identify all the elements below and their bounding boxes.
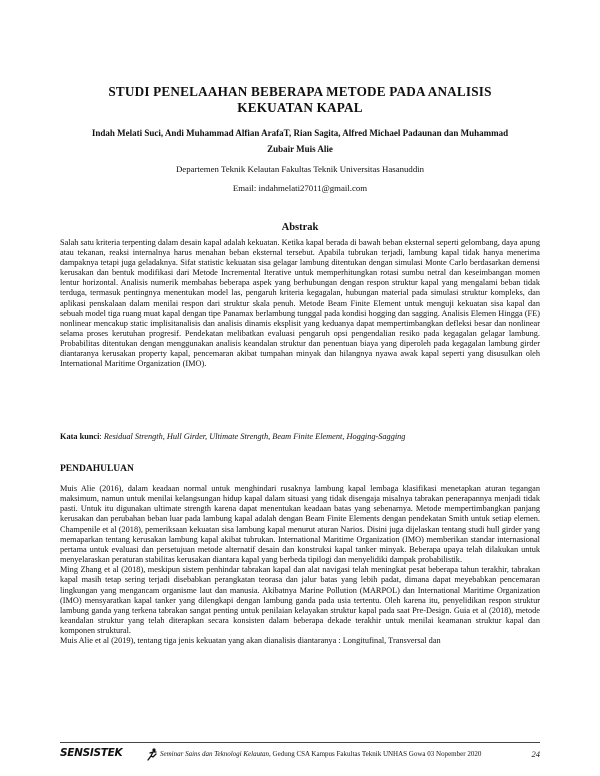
body-paragraph: Muis Alie (2016), dalam keadaan normal untuk menghindari rusaknya lambung kapal lembaga klasifikasi menetapkan aturan tegangan maksimum, namun untuk menilai kelangsungan hidup kapal dalam situasi yang tidak disengaja misalnya tabrakan penerapannya menjadi tidak pasti. Untuk itu digunakan ultimate strength karena dapat menentukan keadaan batas yang sebenarnya. Metode mempertimbangkan panjang kerusakan dan perubahan beban luar pada lambung kapal adalah dengan Beam Finite Elements dengan pendekatan Smith untuk setiap elemen. Champenile et al (2018), pemeriksaan kekuatan sisa lambung kapal menurut aturan Narios. Disini juga dijelaskan tentang studi hull girder yang memaparkan tentang kerusakan lambung kapal akibat tubrukan. International Maritime Organization (IMO) memberikan standar internasional pertama untuk evaluasi dan persetujuan metode alternatif desain dan konstruksi kapal tanker minyak. Beberapa upaya telah dilakukan untuk menyelaraskan peraturan stabilitas kerusakan diantara kapal yang berbeda tipilogi dan menyelidiki dampak probabilistik.: [60, 484, 540, 565]
footer-note: [160, 748, 481, 760]
page-footer: [60, 748, 540, 762]
author-email: Email: indahmelati27011@gmail.com: [232, 183, 368, 193]
author-list: [70, 126, 530, 157]
keywords-text: Residual Strength, Hull Girder, Ultimate Strength, Beam Finite Element, Hogging-Sagging: [103, 432, 406, 441]
section-body: [60, 484, 540, 647]
authors-line-2: Zubair Muis Alie: [267, 143, 333, 154]
keywords: [60, 432, 540, 442]
section-heading: PENDAHULUAN: [60, 464, 134, 474]
keywords-separator: :: [99, 432, 104, 441]
title-line-1: STUDI PENELAAHAN BEBERAPA METODE PADA ANALISIS: [108, 84, 492, 99]
affiliation: Departemen Teknik Kelautan Fakultas Teknik Universitas Hasanuddin: [175, 164, 425, 174]
conference-logo: SENSISTEK: [60, 747, 123, 759]
page-number: 24: [531, 749, 540, 759]
body-paragraph: Ming Zhang et al (2018), meskipun sistem penhindar tabrakan kapal dan alat navigasi telah meningkat pesat beberapa tahun terakhir, tabrakan kapal masih tetap sering terjadi disebabkan perangkatan teorasa dan jalur batas yang lebih padat, dimana dapat meyebabkan pencemaran lingkungan yang mengancam organisme laut dan manusia. Akibatnya Marine Pollution (MARPOL) dan International Maritime Organization (IMO) mensyaratkan kapal tanker yang dilengkapi dengan lambung ganda pada usia tertentu. Oleh karena itu, penyelidikan respon struktur lambung ganda yang terkena tabrakan sangat penting untuk penilaian kelayakan struktur kapal pada saat Pre-Design. Guia et al (2018), metode keandalan struktur yang telah diterapkan secara konsisten dalam beberapa dekade terakhir untuk menilai keamanan struktur kapal dan komponen struktural.: [60, 565, 540, 636]
body-paragraph: Muis Alie et al (2019), tentang tiga jenis kekuatan yang akan dianalisis diantaranya : Longitufinal, Transversal dan: [60, 636, 441, 646]
authors-line-1: Indah Melati Suci, Andi Muhammad Alfian ArafaT, Rian Sagita, Alfred Michael Padaunan dan Muhammad: [91, 128, 509, 138]
paper-title: [60, 84, 540, 116]
keywords-label: Kata kunci: [60, 432, 100, 441]
footer-note-italic: Seminar Sains dan Teknologi Kelautan,: [160, 750, 271, 758]
footer-note-rest: Gedung CSA Kampus Fakultas Teknik UNHAS Gowa 03 Nopember 2020: [270, 750, 482, 758]
abstract-text: Salah satu kriteria terpenting dalam desain kapal adalah kekuatan. Ketika kapal berada di bawah beban eksternal seperti gelombang, daya apung atau tekanan, reaksi internalnya harus menahan beban eksternal tersebut. Apabila tubrukan terjadi, lambung kapal tidak hanya menerima dampaknya tetapi juga geladaknya. Sifat statistic kekuatan sisa gelagar lambung ditentukan dengan simulasi Monte Carlo berdasarkan demensi kerusakan dan bentuk modifikasi dari Metode Incremental Iterative untuk memperhitungkan rotasi sumbu netral dan keseimbangan momen lentur horizontal. Analisis numerik membahas beberapa aspek yang berhubungan dengan respon struktur kapal yang mengalami beban tidak terduga, termasuk pentingnya menentukan model las, pengaruh kriteria kegagalan, hubungan material pada simulasi struktur kompleks, dan aplikasi penskalaan dalam menilai respon dari struktur skala penuh. Metode Beam Finite Element untuk menguji kekuatan sisa kapal dan sebuah model tiga ruang muat kapal dengan tipe Panamax berlambung tunggal pada kondisi hogging dan sagging. Analisis Elemen Hingga (FE) nonlinear mencakup static implisitanalisis dan analisis dinamis eksplisit yang keduanya dapat mempertimbangkan defleksi besar dan nonlinear selama proses kerutuhan progresif. Pendekatan melibatkan evaluasi pengaruh opsi pengendalian resiko pada kegagalan gelagar lambung. Probabilitas ditentukan dengan menggunakan analisis keandalan struktur dan penentuan biaya yang diperoleh pada kegagalan lambung girder diantaranya kerusakan property kapal, pencemaran akibat tumpahan minyak dan hilangnya nyawa awak kapal seperti yang disusulkan oleh International Maritime Organization (IMO).: [60, 238, 540, 369]
abstract-heading: Abstrak: [281, 222, 319, 233]
leaping-figure-icon: [146, 748, 158, 765]
title-line-2: KEKUATAN KAPAL: [237, 100, 363, 115]
footer-divider: [60, 742, 540, 743]
